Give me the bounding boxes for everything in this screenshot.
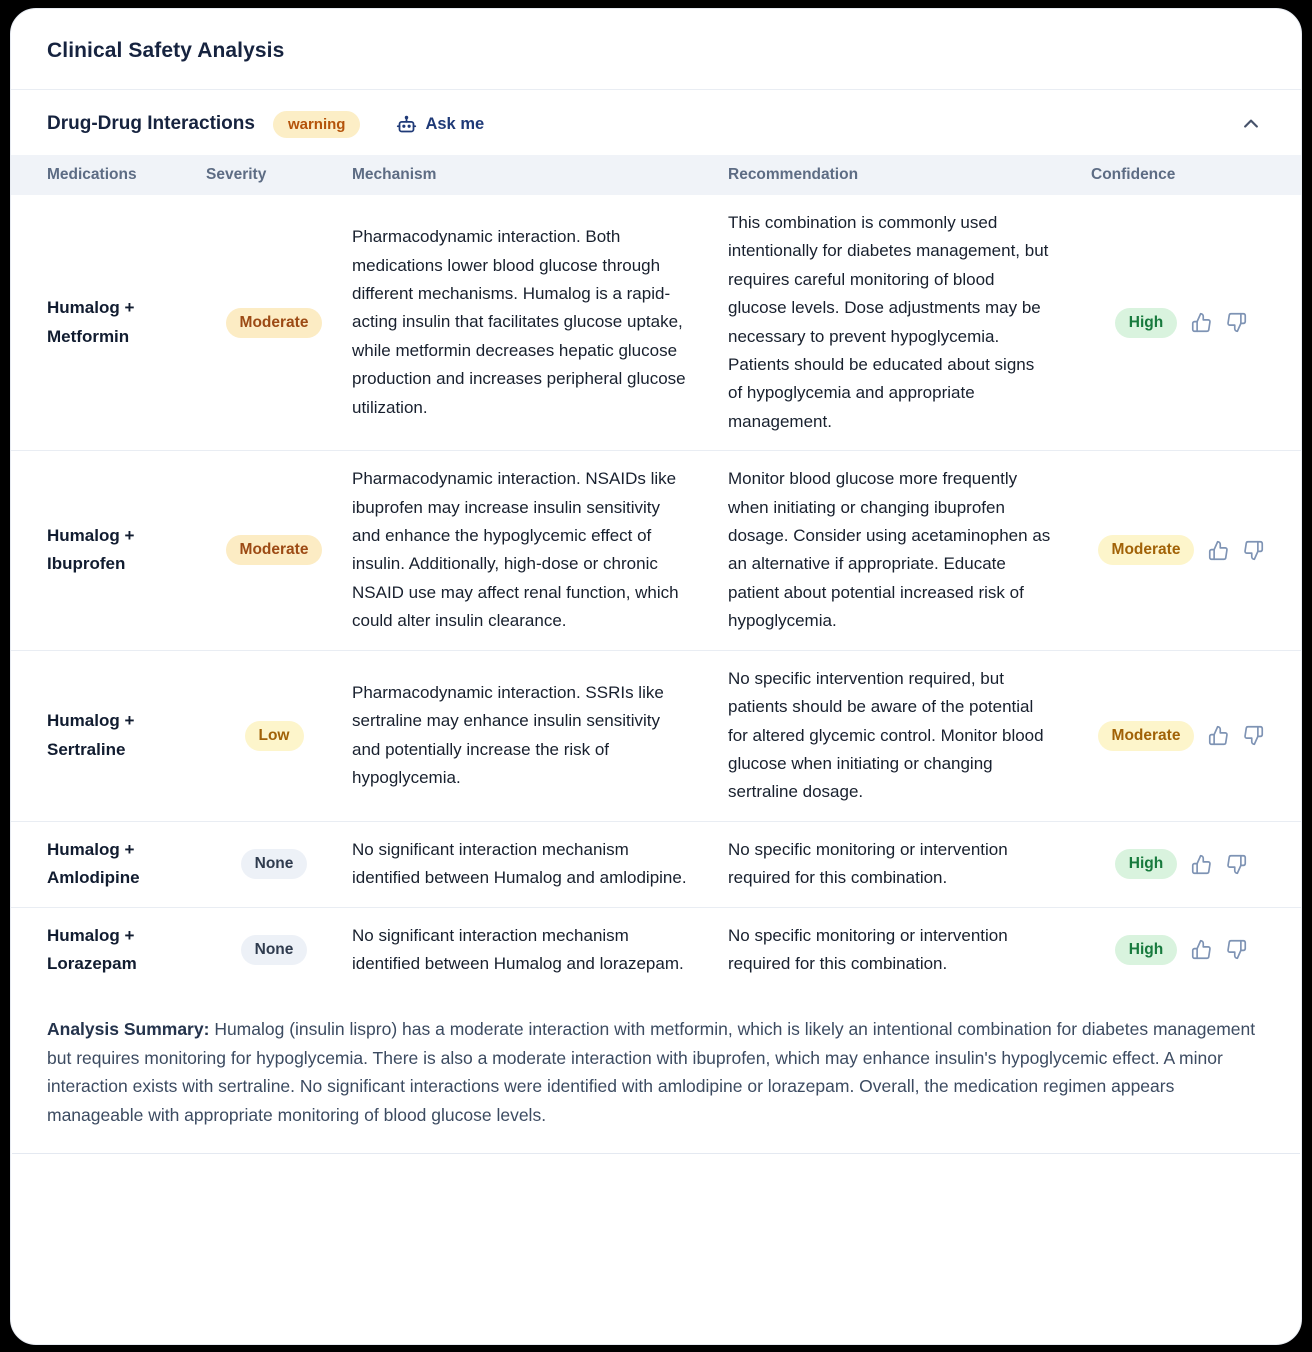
analysis-summary-text: Humalog (insulin lispro) has a moderate interaction with metformin, which is likely an intentional combination for diabetes management but requires monitoring for hypoglycemia. There is also a moderate interaction with ibuprofen, which may enhance insulin's hypoglycemic effect. A minor interaction exists with sertraline. No significant interactions were identified with amlodipine or lorazepam. Overall, the medication regimen appears manageable with appropriate monitoring of blood glucose levels. [47, 1019, 1256, 1125]
recommendation-cell: No specific intervention required, but patients should be aware of the potential for altered glycemic control. Monitor blood glucose when initiating or changing sertraline dosage. [728, 668, 1044, 802]
clinical-safety-analysis-panel [10, 8, 1302, 1345]
severity-cell [206, 822, 352, 907]
severity-badge: Moderate [226, 308, 323, 338]
medications-cell: Humalog + Lorazepam [47, 925, 137, 973]
severity-cell [206, 451, 352, 649]
mechanism-cell: Pharmacodynamic interaction. Both medications lower blood glucose through different mechanisms. Humalog is a rapid-acting insulin that facilitates glucose uptake, while metformin decreases hepatic glucose production and increases peripheral glucose utilization. [352, 227, 686, 417]
thumbs-up-button[interactable] [1208, 540, 1229, 561]
severity-badge: Moderate [226, 535, 323, 565]
column-header-mechanism: Mechanism [352, 166, 437, 183]
table-row [11, 450, 1301, 649]
recommendation-cell: Monitor blood glucose more frequently when initiating or changing ibuprofen dosage. Consider using acetaminophen as an alternative if appropriate. Educate patient about potential increased risk of hypoglycemia. [728, 469, 1051, 631]
severity-cell [206, 651, 352, 821]
collapse-section-button[interactable] [1237, 110, 1265, 138]
severity-badge: Low [245, 721, 304, 751]
thumbs-up-button[interactable] [1191, 854, 1212, 875]
mechanism-cell: No significant interaction mechanism identified between Humalog and lorazepam. [352, 925, 684, 973]
severity-cell [206, 908, 352, 993]
thumbs-up-button[interactable] [1191, 312, 1212, 333]
confidence-badge: Moderate [1098, 721, 1195, 751]
mechanism-cell: Pharmacodynamic interaction. NSAIDs like ibuprofen may increase insulin sensitivity and enhance the hypoglycemic effect of insulin. Additionally, high-dose or chronic NSAID use may affect renal function, which could alter insulin clearance. [352, 469, 679, 631]
section-title: Drug-Drug Interactions [47, 113, 255, 134]
thumbs-up-button[interactable] [1191, 939, 1212, 960]
confidence-cell [1091, 195, 1281, 450]
table-row [11, 650, 1301, 821]
column-header-medications: Medications [47, 166, 137, 183]
thumbs-down-button[interactable] [1226, 854, 1247, 875]
section-header [11, 90, 1301, 155]
confidence-cell [1091, 451, 1281, 649]
confidence-badge: High [1115, 308, 1177, 338]
table-row [11, 821, 1301, 907]
next-section-divider [12, 1153, 1300, 1163]
thumbs-down-button[interactable] [1226, 939, 1247, 960]
column-header-severity: Severity [206, 166, 267, 183]
thumbs-down-button[interactable] [1243, 725, 1264, 746]
confidence-cell [1091, 822, 1281, 907]
recommendation-cell: No specific monitoring or intervention required for this combination. [728, 839, 1008, 888]
table-header-row [11, 155, 1301, 195]
severity-badge: None [241, 935, 308, 965]
ask-me-button[interactable] [396, 114, 484, 135]
analysis-summary [11, 992, 1301, 1153]
ask-me-label: Ask me [425, 114, 485, 133]
robot-icon [396, 114, 417, 135]
recommendation-cell: This combination is commonly used intentionally for diabetes management, but requires careful monitoring of blood glucose levels. Dose adjustments may be necessary to prevent hypoglycemia. Patients should be educated about signs of hypoglycemia and appropriate management. [728, 213, 1049, 431]
confidence-cell [1091, 908, 1281, 993]
severity-cell [206, 195, 352, 450]
warning-badge: warning [273, 111, 361, 138]
confidence-badge: High [1115, 849, 1177, 879]
thumbs-down-button[interactable] [1226, 312, 1247, 333]
severity-badge: None [241, 849, 308, 879]
column-header-confidence: Confidence [1091, 166, 1176, 183]
column-header-recommendation: Recommendation [728, 166, 859, 183]
medications-cell: Humalog + Sertraline [47, 711, 135, 759]
recommendation-cell: No specific monitoring or intervention required for this combination. [728, 925, 1008, 973]
table-row [11, 195, 1301, 450]
thumbs-up-button[interactable] [1208, 725, 1229, 746]
confidence-badge: Moderate [1098, 535, 1195, 565]
table-body [11, 195, 1301, 992]
chevron-up-icon [1241, 114, 1261, 134]
confidence-cell [1091, 651, 1281, 821]
analysis-summary-label: Analysis Summary: [47, 1019, 210, 1040]
medications-cell: Humalog + Ibuprofen [47, 526, 135, 574]
medications-cell: Humalog + Metformin [47, 298, 135, 346]
page-title: Clinical Safety Analysis [47, 39, 285, 62]
medications-cell: Humalog + Amlodipine [47, 839, 140, 888]
mechanism-cell: Pharmacodynamic interaction. SSRIs like sertraline may enhance insulin sensitivity and potentially increase the risk of hypoglycemia. [352, 682, 664, 788]
mechanism-cell: No significant interaction mechanism identified between Humalog and amlodipine. [352, 839, 687, 888]
thumbs-down-button[interactable] [1243, 540, 1264, 561]
page-header [11, 9, 1301, 90]
confidence-badge: High [1115, 935, 1177, 965]
table-row [11, 907, 1301, 993]
